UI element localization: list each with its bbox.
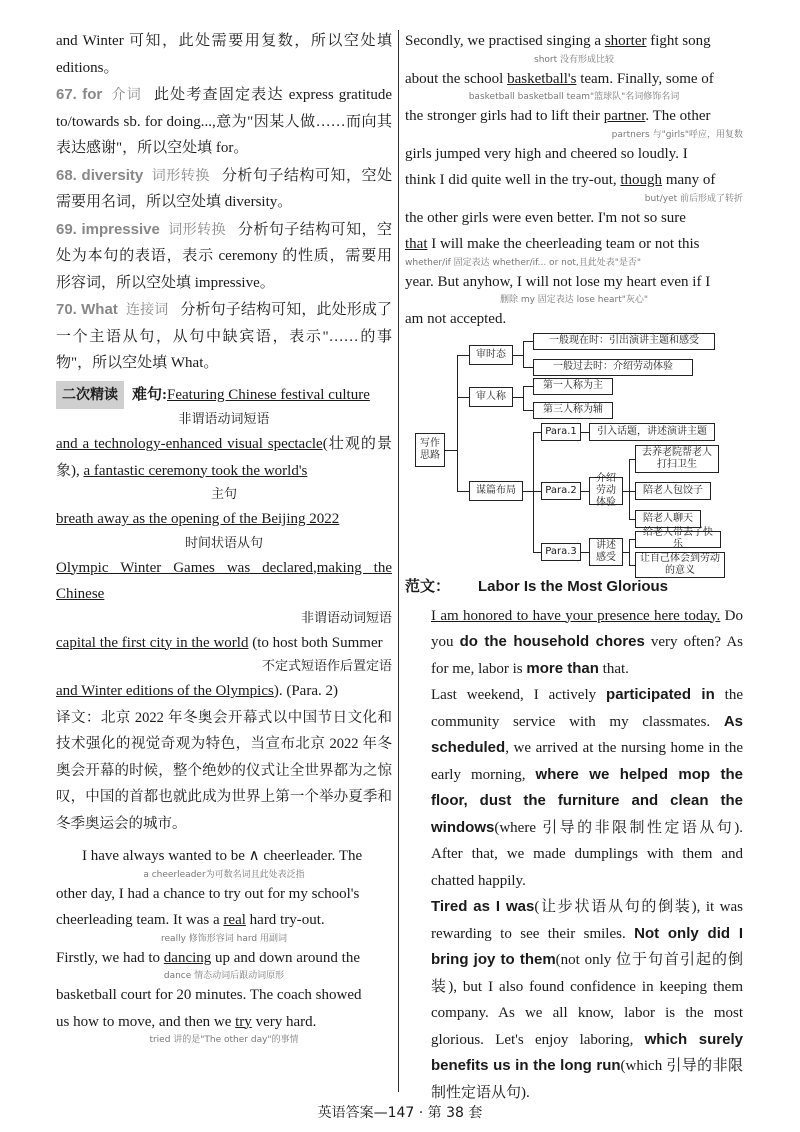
- passage-line-5: basketball court for 20 minutes. The coach showed: [56, 987, 362, 1003]
- passage-line-4: [56, 945, 392, 972]
- diagram-connector: [523, 410, 533, 411]
- diagram-para2-item3: 陪老人聊天: [635, 510, 701, 528]
- diagram-connector: [581, 491, 589, 492]
- passage-line-6a: us how to move, and then we: [56, 1013, 236, 1030]
- answer-67-number: 67. for: [56, 86, 103, 103]
- r-line-3b: . The other: [645, 108, 711, 124]
- answer-69: [56, 216, 392, 297]
- r-line-2a: about the school: [405, 70, 508, 87]
- diagram-connector: [523, 341, 533, 342]
- sentence-part-6: and Winter editions of the Olympics: [56, 683, 274, 699]
- analysis-5: 不定式短语作后置定语: [261, 659, 392, 674]
- diagram-connector: [581, 552, 589, 553]
- passage-line-3a: cheerleading team. It was a: [56, 912, 224, 928]
- essay-p1-highlight-1: do the household chores: [459, 633, 645, 650]
- diagram-connector: [523, 386, 524, 410]
- diagram-connector: [629, 459, 630, 519]
- answer-68: [56, 162, 392, 216]
- essay-p2-highlight-2: As scheduled: [431, 712, 743, 756]
- hard-sentence: [56, 381, 392, 410]
- diagram-connector: [523, 367, 533, 368]
- r-note-7: whether/if 固定表达 whether/if... or not,且此处表"是否": [405, 257, 642, 268]
- essay-p3-f: (which 引导的非限制性定语从句).: [431, 1058, 743, 1101]
- page-footer: 英语答案—147 · 第 38 套: [317, 1105, 483, 1121]
- sentence-line-3: [56, 506, 392, 533]
- essay-p1-f: that.: [598, 660, 629, 677]
- error-word-basketballs: basketball's: [507, 70, 577, 87]
- diagram-para3-item2: 让自己体会到劳动的意义: [635, 552, 725, 578]
- passage-line-6b: very hard.: [251, 1013, 317, 1030]
- answer-69-text: 分析句子结构可知，空处为本句的表语，表示 ceremony 的性质，需要用形容词，所以空处填 impressive。: [56, 221, 392, 291]
- answer-68-tag: 词形转换: [151, 166, 210, 183]
- diagram-para3: Para.3: [541, 543, 581, 561]
- analysis-1: 非谓语动词短语: [178, 412, 270, 427]
- essay-p1-highlight-2: more than: [526, 659, 599, 677]
- r-line-3a: the stronger girls had to lift their: [405, 108, 604, 124]
- error-word-real: real: [223, 912, 246, 928]
- r-note-8: 删除 my 固定表达 lose heart"灰心": [499, 295, 649, 305]
- passage-line-4b: up and down around the: [211, 949, 360, 966]
- essay-p1-d: very often? As for me, labor is: [431, 634, 743, 677]
- sentence-part-1: Featuring Chinese festival culture: [167, 386, 370, 403]
- answer-70-tag: 连接词: [125, 301, 169, 317]
- passage-note-3: really 修饰形容词 hard 用副词: [161, 933, 287, 944]
- diagram-tense: 审时态: [469, 345, 513, 365]
- diagram-connector: [457, 355, 469, 356]
- passage-line-4a: Firstly, we had to: [56, 949, 164, 966]
- r-line-7b: I will make the cheerleading team or not this: [427, 236, 700, 252]
- passage-note-6: tried 讲的是"The other day"的事情: [149, 1035, 299, 1045]
- error-word-dancing: dancing: [163, 949, 212, 966]
- sentence-part-5: capital the first city in the world: [56, 634, 249, 651]
- essay-p2-e: , we arrived at the nursing home in the early morning,: [431, 740, 743, 783]
- sentence-part-3: breath away as the opening of the Beijing 2022: [56, 511, 340, 527]
- essay-label: 范文：: [405, 578, 451, 595]
- answer-70-text: 分析句子结构可知，此处形成了一个主语从句，从句中缺宾语，表示"……的事物"，所以空处填 What。: [56, 302, 392, 371]
- diagram-connector: [533, 552, 541, 553]
- r-line-1b: fight song: [646, 33, 711, 49]
- passage-line-1: I have always wanted to be ∧ cheerleader. The: [82, 848, 363, 864]
- diagram-connector: [581, 432, 589, 433]
- error-word-though: though: [620, 172, 663, 188]
- essay-p2-a: Last weekend, I actively: [431, 687, 607, 703]
- r-note-1: short 没有形成比较: [534, 54, 614, 65]
- r-note-5: but/yet 前后形成了转折: [644, 193, 743, 204]
- diagram-connector: [457, 355, 458, 491]
- analysis-2: 主句: [210, 487, 237, 502]
- error-word-shorter: shorter: [604, 33, 647, 49]
- sentence-line-6: [56, 678, 392, 705]
- diagram-connector: [445, 450, 457, 451]
- diagram-para2-text: 介绍劳动体验: [589, 477, 623, 505]
- diagram-connector: [629, 539, 630, 565]
- r-note-2: basketball basketball team"篮球队"名词修饰名词: [468, 92, 680, 102]
- diagram-para1-text: 引入话题，讲述演讲主题: [589, 423, 715, 441]
- sentence-line-2: and a technology-enhanced visual spectacle(壮观的景象), a fantastic ceremony took the world's: [56, 436, 392, 479]
- sentence-gloss-2: (壮观的景象): [56, 436, 392, 479]
- r-line-2b: team. Finally, some of: [576, 70, 714, 87]
- sentence-part-4: Olympic Winter Games was declared: [56, 559, 313, 576]
- answer-68-text: 分析句子结构可知，空处需要用名词，所以空处填 diversity。: [56, 167, 393, 210]
- diagram-person-first: 第一人称为主: [533, 378, 613, 395]
- r-line-6: the other girls were even better. I'm not so sure: [405, 209, 686, 226]
- sentence-part-6b: ). (Para. 2): [273, 683, 338, 699]
- answer-69-number: 69. impressive: [56, 220, 160, 238]
- passage-line-2: other day, I had a chance to try out for my school's: [56, 885, 360, 902]
- diagram-connector: [533, 432, 541, 433]
- analysis-4: 非谓语动词短语: [300, 610, 392, 626]
- error-word-that: that: [405, 236, 428, 252]
- error-word-partner: partner: [603, 108, 646, 124]
- answer-69-tag: 词形转换: [167, 220, 227, 237]
- diagram-para2: Para.2: [541, 482, 581, 500]
- essay-p2-c: the community service with my classmates.: [431, 687, 743, 730]
- r-line-5a: think I did quite well in the try-out,: [405, 172, 621, 188]
- essay-p3-highlight-3: which surely benefits us in the long run: [431, 1030, 743, 1074]
- essay-para-1: [405, 603, 743, 683]
- answer-67: [56, 81, 392, 162]
- sentence-part-2: and a technology-enhanced visual spectacle: [56, 436, 323, 452]
- essay-p3-b: (让步状语从句的倒装), it was rewarding to see their smiles.: [431, 899, 744, 942]
- left-column: [56, 28, 392, 1046]
- diagram-tense-past: 一般过去时：介绍劳动体验: [533, 359, 693, 376]
- r-line-4: girls jumped very high and cheered so loudly. I: [405, 145, 688, 162]
- hard-sentence-label: 难句:: [132, 386, 167, 403]
- answer-68-number: 68. diversity: [56, 166, 144, 184]
- column-divider: [398, 30, 399, 1092]
- passage-line-3b: hard try-out.: [245, 912, 325, 928]
- essay-p2-g: (where 引导的非限制性定语从句). After that, we made dumplings with them and chatted happily.: [431, 819, 743, 889]
- essay-p3-highlight-1: Tired as I was: [431, 898, 535, 915]
- r-line-2: [405, 66, 743, 93]
- intro-text: and Winter 可知，此处需要用复数，所以空处填 editions。: [56, 33, 392, 76]
- essay-p2-highlight-1: participated in: [606, 686, 715, 703]
- r-line-1a: Secondly, we practised singing a: [405, 33, 605, 49]
- sentence-part-5b: (to host both Summer: [252, 634, 383, 651]
- essay-para-2: [405, 682, 743, 894]
- essay-p1-b: Do you: [431, 607, 743, 650]
- answer-70: [56, 296, 392, 377]
- diagram-connector: [533, 491, 541, 492]
- diagram-para1: Para.1: [541, 423, 581, 441]
- passage-note-1: a cheerleader为可数名词且此处表泛指: [143, 869, 305, 880]
- r-line-5: [405, 167, 743, 194]
- essay-p2-highlight-3: where we helped mop the floor, dust the furniture and clean the windows: [431, 765, 743, 836]
- sentence-line-4: [56, 555, 392, 608]
- translation: 译文：北京 2022 年冬奥会开幕式以中国节日文化和技术强化的视觉奇观为特色，当宣布北京 2022 年冬奥会开幕的时候，整个绝妙的仪式让全世界都为之惊叹，中国的首都也就此成为世界上第一个举办夏季和冬季奥运会的城市。: [56, 709, 392, 832]
- r-line-5b: many of: [662, 172, 716, 188]
- essay-p1-opening: I am honored to have your presence here today.: [431, 607, 721, 624]
- diagram-para3-item1: 给老人带去了快乐: [635, 531, 721, 548]
- passage-note-4: dance 情态动词后跟动词原形: [163, 971, 285, 981]
- diagram-connector: [457, 491, 469, 492]
- diagram-root: 写作思路: [415, 433, 445, 467]
- right-column: [405, 28, 743, 1106]
- essay-p3-highlight-2: Not only did I bring joy to them: [431, 924, 743, 968]
- passage-line-6: [56, 1009, 392, 1036]
- diagram-connector: [533, 432, 534, 552]
- r-line-7: [405, 231, 743, 258]
- essay-title: Labor Is the Most Glorious: [478, 577, 669, 595]
- r-line-8: year. But anyhow, I will not lose my heart even if I: [405, 273, 711, 290]
- diagram-connector: [523, 341, 524, 367]
- diagram-para2-item2: 陪老人包饺子: [635, 482, 711, 500]
- answer-70-number: 70. What: [56, 301, 118, 318]
- diagram-connector: [513, 355, 523, 356]
- diagram-tense-present: 一般现在时：引出演讲主题和感受: [533, 333, 715, 350]
- diagram-person: 审人称: [469, 387, 513, 407]
- passage-line-3: [56, 907, 392, 934]
- sentence-main-clause: a fantastic ceremony took the world's: [83, 462, 308, 479]
- diagram-para3-text: 讲述感受: [589, 538, 623, 566]
- diagram-person-third: 第三人称为辅: [533, 402, 613, 419]
- analysis-3: 时间状语从句: [184, 535, 263, 551]
- sentence-line-5: [56, 630, 392, 657]
- answer-67-tag: 介词: [110, 86, 142, 102]
- diagram-connector: [513, 397, 523, 398]
- essay-p3-d: (not only 位于句首引起的倒装), but I also found confidence in keeping them company. As we all know, labor is the most glorious. Let's enjoy laboring,: [431, 952, 743, 1048]
- writing-outline-diagram: [405, 335, 743, 576]
- answer-67-text: 此处考查固定表达 express gratitude to/towards sb. for doing...,意为"因某人做……而向其表达感谢"，所以空处填 for。: [56, 87, 393, 156]
- diagram-connector: [523, 386, 533, 387]
- diagram-para2-item1: 去养老院帮老人打扫卫生: [635, 445, 719, 473]
- sentence-part-4b: ,making the Chinese: [56, 559, 392, 602]
- r-line-3: [405, 103, 743, 130]
- diagram-connector: [457, 397, 469, 398]
- error-word-try: try: [235, 1013, 252, 1030]
- r-note-3: partners 与"girls"呼应，用复数: [611, 129, 743, 140]
- r-line-1: [405, 28, 743, 55]
- diagram-layout: 谋篇布局: [469, 481, 523, 501]
- diagram-connector: [523, 491, 533, 492]
- essay-para-3: [405, 894, 743, 1106]
- second-read-badge: 二次精读: [56, 381, 124, 410]
- r-line-9: am not accepted.: [405, 311, 507, 327]
